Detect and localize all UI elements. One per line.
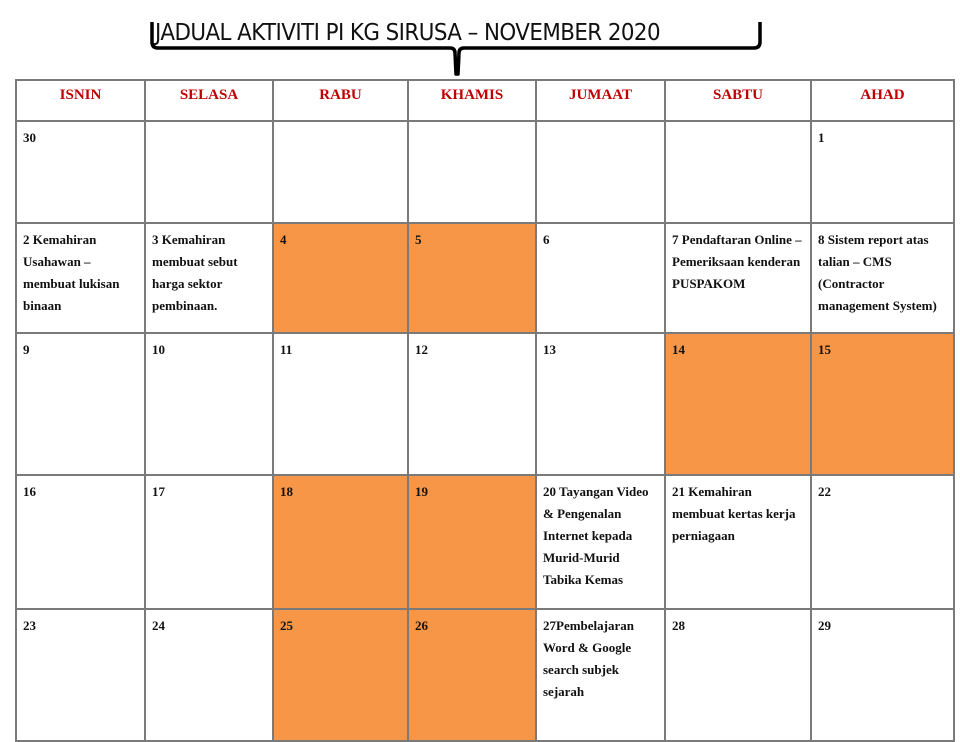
day-cell [536, 121, 665, 223]
day-cell [536, 223, 665, 333]
header-rabu: RABU [273, 80, 408, 121]
day-text: 21 Kemahiran membuat kertas kerja perniagaan [672, 484, 796, 543]
day-cell [408, 223, 536, 333]
day-text: 30 [23, 130, 36, 145]
day-cell [665, 475, 811, 609]
day-cell [16, 475, 145, 609]
day-cell [145, 223, 273, 333]
day-cell [811, 121, 954, 223]
day-text: 5 [415, 232, 422, 247]
day-text: 4 [280, 232, 287, 247]
header-jumaat: JUMAAT [536, 80, 665, 121]
day-cell [408, 609, 536, 741]
day-cell [145, 333, 273, 475]
header-ahad: AHAD [811, 80, 954, 121]
day-cell [273, 223, 408, 333]
day-cell [16, 223, 145, 333]
weekday-header-row [16, 80, 954, 121]
day-cell [273, 475, 408, 609]
week-row [16, 609, 954, 741]
week-row [16, 223, 954, 333]
day-text: 6 [543, 232, 550, 247]
day-text: 12 [415, 342, 428, 357]
day-cell [16, 609, 145, 741]
day-cell [536, 609, 665, 741]
day-text: 15 [818, 342, 831, 357]
day-cell [811, 475, 954, 609]
day-text [274, 122, 407, 127]
day-cell [665, 223, 811, 333]
week-row [16, 121, 954, 223]
day-cell [811, 609, 954, 741]
day-cell [16, 121, 145, 223]
day-text: 26 [415, 618, 428, 633]
day-cell [273, 609, 408, 741]
day-cell [273, 333, 408, 475]
day-text: 23 [23, 618, 36, 633]
day-text: 19 [415, 484, 428, 499]
day-text: 17 [152, 484, 165, 499]
day-text: 2 Kemahiran Usahawan – membuat lukisan binaan [23, 232, 120, 313]
day-text: 20 Tayangan Video & Pengenalan Internet kepada Murid-Murid Tabika Kemas [543, 484, 649, 587]
day-text [666, 122, 810, 127]
day-text: 13 [543, 342, 556, 357]
day-cell [665, 609, 811, 741]
day-cell [408, 475, 536, 609]
header-selasa: SELASA [145, 80, 273, 121]
header-sabtu: SABTU [665, 80, 811, 121]
day-cell [536, 333, 665, 475]
day-text: 11 [280, 342, 293, 357]
day-cell [408, 333, 536, 475]
day-text: 27Pembelajaran Word & Google search subjek sejarah [543, 618, 634, 699]
day-text: 10 [152, 342, 165, 357]
header-isnin: ISNIN [16, 80, 145, 121]
day-cell [665, 333, 811, 475]
calendar-table [15, 79, 955, 742]
header-khamis: KHAMIS [408, 80, 536, 121]
day-text [537, 122, 664, 127]
day-text: 3 Kemahiran membuat sebut harga sektor pembinaan. [152, 232, 238, 313]
day-cell [665, 121, 811, 223]
day-text: 28 [672, 618, 685, 633]
day-cell [16, 333, 145, 475]
day-cell [536, 475, 665, 609]
day-text: 24 [152, 618, 165, 633]
day-cell [408, 121, 536, 223]
day-text [146, 122, 272, 127]
day-text: 16 [23, 484, 36, 499]
day-text: 22 [818, 484, 831, 499]
day-text: 1 [818, 130, 825, 145]
day-text: 9 [23, 342, 30, 357]
day-text: 29 [818, 618, 831, 633]
day-cell [811, 223, 954, 333]
day-text [409, 122, 535, 127]
day-cell [145, 609, 273, 741]
day-text: 25 [280, 618, 293, 633]
day-text: 7 Pendaftaran Online – Pemeriksaan kenderan PUSPAKOM [672, 232, 802, 291]
week-row [16, 333, 954, 475]
day-cell [145, 475, 273, 609]
day-text: 14 [672, 342, 685, 357]
day-cell [145, 121, 273, 223]
day-text: 18 [280, 484, 293, 499]
day-cell [273, 121, 408, 223]
week-row [16, 475, 954, 609]
page-title: JADUAL AKTIVITI PI KG SIRUSA – NOVEMBER 2020 [155, 20, 661, 46]
day-cell [811, 333, 954, 475]
day-text: 8 Sistem report atas talian – CMS (Contractor management System) [818, 232, 937, 313]
